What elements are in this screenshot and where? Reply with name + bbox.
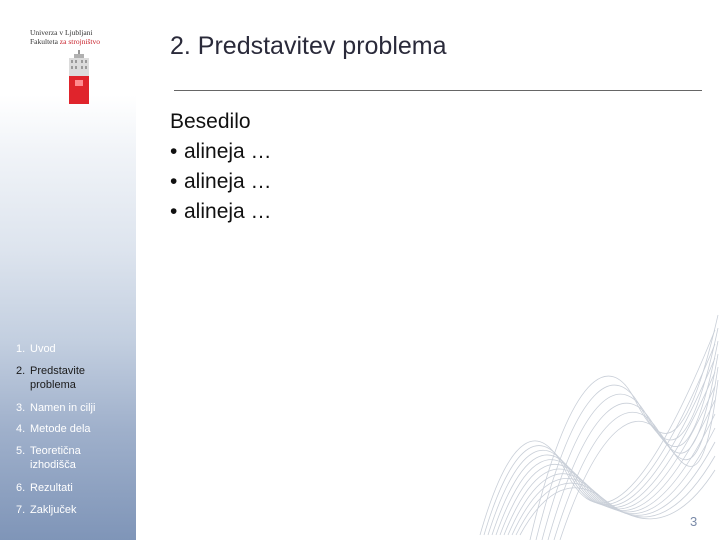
bullet-icon: • <box>170 170 178 193</box>
nav-item-rezultati[interactable] <box>16 481 134 495</box>
nav-item-number: 4. <box>16 423 26 435</box>
nav-item-number: 7. <box>16 504 26 516</box>
bullet-item <box>170 137 272 167</box>
bullet-item <box>170 167 272 197</box>
slide-title: 2. Predstavitev problema <box>170 32 447 60</box>
bullet-text: alineja … <box>184 170 272 193</box>
slide-body <box>170 107 272 227</box>
page-number: 3 <box>690 514 698 529</box>
nav-item-label: Uvod <box>30 343 56 355</box>
bullet-icon: • <box>170 140 178 163</box>
nav-item-predstavitev[interactable] <box>16 364 134 392</box>
nav-item-number: 1. <box>16 343 26 355</box>
nav-item-number: 2. <box>16 365 26 377</box>
logo-university-name: Univerza v Ljubljani <box>30 28 93 37</box>
logo-text <box>30 28 122 46</box>
nav-item-namen[interactable] <box>16 401 134 415</box>
nav-item-label: Namen in cilji <box>30 402 96 414</box>
nav-item-label: Rezultati <box>30 482 73 494</box>
nav-item-number: 3. <box>16 402 26 414</box>
logo-faculty-suffix: za strojništvo <box>59 37 100 46</box>
university-logo <box>30 28 122 108</box>
nav-item-label: Zaključek <box>30 504 77 516</box>
nav-item-uvod[interactable] <box>16 342 134 356</box>
nav-item-label: Metode dela <box>30 423 91 435</box>
title-divider <box>174 90 702 91</box>
logo-faculty-prefix: Fakulteta <box>30 37 60 46</box>
bullet-item <box>170 197 272 227</box>
nav-item-label: Teoretična izhodišča <box>30 445 81 471</box>
nav-item-number: 5. <box>16 445 26 457</box>
nav-item-metode[interactable] <box>16 422 134 436</box>
nav-item-number: 6. <box>16 482 26 494</box>
bullet-text: alineja … <box>184 140 272 163</box>
building-logo-icon <box>65 50 93 104</box>
nav-item-label: Predstavite problema <box>30 365 86 391</box>
nav-item-zakljucek[interactable] <box>16 503 134 517</box>
wave-lines-decoration-icon <box>470 310 720 540</box>
nav-item-teoreticna[interactable] <box>16 444 134 472</box>
logo-faculty-name <box>30 37 122 46</box>
bullet-icon: • <box>170 200 178 223</box>
body-heading: Besedilo <box>170 110 251 133</box>
bullet-text: alineja … <box>184 200 272 223</box>
